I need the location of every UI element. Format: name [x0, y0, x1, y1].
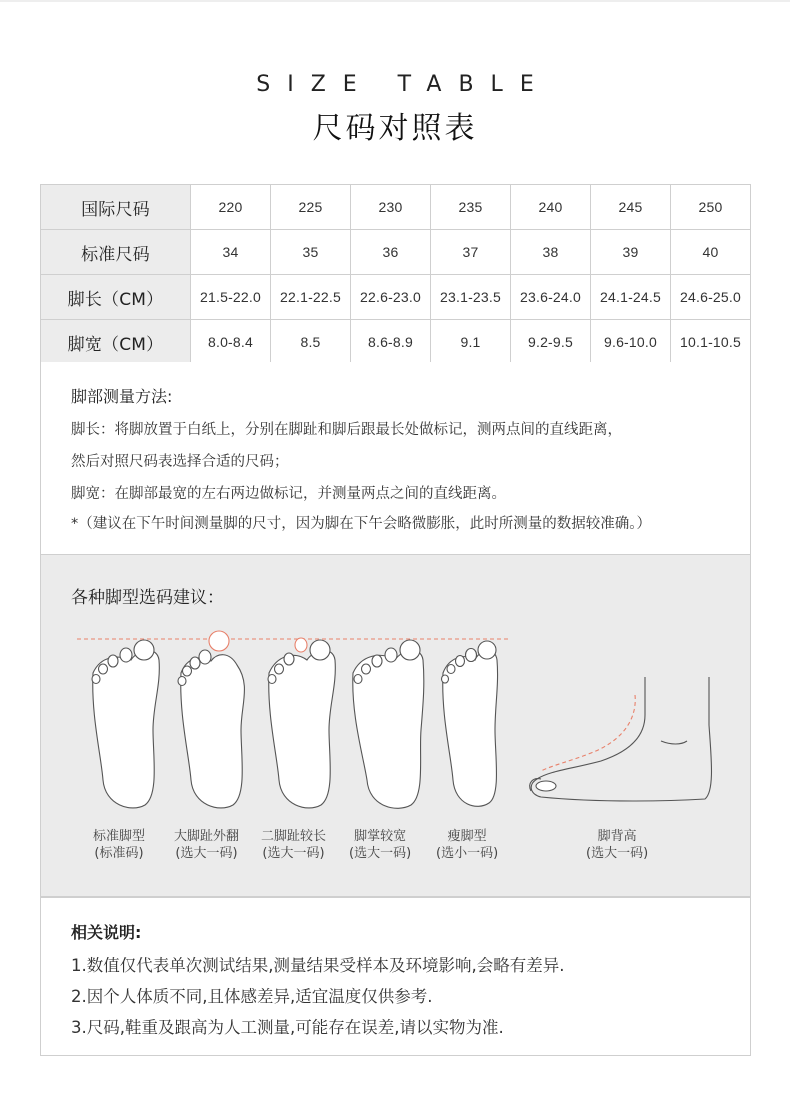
table-cell: 220 [191, 185, 271, 230]
foot-type-name: 标准脚型 [93, 829, 146, 844]
foot-type-name: 脚背高 [597, 829, 637, 844]
note-line: 3.尺码,鞋重及跟高为人工测量,可能存在误差,请以实物为准. [71, 1018, 504, 1037]
row-label-standard-size: 标准尺码 [41, 230, 191, 275]
notes-section [40, 897, 751, 1056]
method-line: *（建议在下午时间测量脚的尺寸，因为脚在下午会略微膨胀，此时所测量的数据较准确。） [71, 516, 651, 532]
table-cell: 10.1-10.5 [671, 320, 751, 365]
table-cell: 21.5-22.0 [191, 275, 271, 320]
table-cell: 240 [511, 185, 591, 230]
table-cell: 22.6-23.0 [351, 275, 431, 320]
page-title-chinese: 尺码对照表 [312, 111, 478, 146]
measurement-method-section [40, 362, 751, 555]
note-line: 1.数值仅代表单次测试结果,测量结果受样本及环境影响,会略有差异. [71, 956, 565, 975]
table-cell: 40 [671, 230, 751, 275]
size-table [40, 184, 751, 365]
table-row [41, 320, 751, 365]
notes-title: 相关说明: [71, 923, 142, 942]
table-cell: 23.6-24.0 [511, 275, 591, 320]
table-cell: 34 [191, 230, 271, 275]
high-instep-foot-icon [530, 677, 712, 801]
method-line: 脚长：将脚放置于白纸上，分别在脚趾和脚后跟最长处做标记，测两点间的直线距离， [71, 422, 622, 438]
row-label-foot-length: 脚长（CM） [41, 275, 191, 320]
foot-label-high-instep [586, 828, 648, 862]
table-cell: 37 [431, 230, 511, 275]
foot-type-name: 瘦脚型 [447, 829, 487, 844]
foot-label-bunion [174, 828, 239, 862]
table-row [41, 185, 751, 230]
bunion-foot-icon [178, 631, 244, 808]
table-cell: 8.0-8.4 [191, 320, 271, 365]
table-cell: 39 [591, 230, 671, 275]
slim-foot-icon [442, 641, 498, 806]
top-divider [0, 0, 790, 2]
foot-label-slim [436, 828, 498, 862]
table-row [41, 230, 751, 275]
foot-type-advice: (选大一码) [349, 846, 412, 861]
table-cell: 8.6-8.9 [351, 320, 431, 365]
foot-type-name: 脚掌较宽 [354, 829, 407, 844]
table-cell: 9.2-9.5 [511, 320, 591, 365]
foot-type-advice: (选小一码) [436, 846, 499, 861]
row-label-intl-size: 国际尺码 [41, 185, 191, 230]
table-cell: 245 [591, 185, 671, 230]
foot-type-advice: (标准码) [94, 846, 144, 861]
table-cell: 36 [351, 230, 431, 275]
foot-label-standard [93, 828, 145, 862]
standard-foot-icon [92, 640, 159, 808]
method-title: 脚部测量方法: [71, 387, 173, 406]
foot-type-name: 二脚趾较长 [261, 829, 327, 844]
wide-foot-icon [353, 640, 424, 808]
table-cell: 22.1-22.5 [271, 275, 351, 320]
note-line: 2.因个人体质不同,且体感差异,适宜温度仅供参考. [71, 987, 433, 1006]
foot-type-advice: (选大一码) [586, 846, 649, 861]
table-cell: 225 [271, 185, 351, 230]
page-title-english: SIZE TABLE [256, 72, 551, 97]
foot-types-title: 各种脚型选码建议： [71, 588, 224, 608]
foot-label-wide [349, 828, 411, 862]
foot-label-long-second-toe [261, 828, 326, 862]
foot-type-advice: (选大一码) [175, 846, 238, 861]
table-cell: 9.6-10.0 [591, 320, 671, 365]
table-cell: 230 [351, 185, 431, 230]
table-cell: 8.5 [271, 320, 351, 365]
foot-type-advice: (选大一码) [262, 846, 325, 861]
table-cell: 250 [671, 185, 751, 230]
table-cell: 235 [431, 185, 511, 230]
foot-types-section [40, 555, 751, 897]
table-cell: 23.1-23.5 [431, 275, 511, 320]
table-cell: 9.1 [431, 320, 511, 365]
table-cell: 24.6-25.0 [671, 275, 751, 320]
table-row [41, 275, 751, 320]
method-line: 脚宽：在脚部最宽的左右两边做标记，并测量两点之间的直线距离。 [71, 486, 506, 502]
method-line: 然后对照尺码表选择合适的尺码； [71, 454, 289, 470]
foot-type-name: 大脚趾外翻 [174, 829, 240, 844]
table-cell: 35 [271, 230, 351, 275]
table-cell: 38 [511, 230, 591, 275]
row-label-foot-width: 脚宽（CM） [41, 320, 191, 365]
table-cell: 24.1-24.5 [591, 275, 671, 320]
long-second-toe-foot-icon [268, 638, 335, 808]
